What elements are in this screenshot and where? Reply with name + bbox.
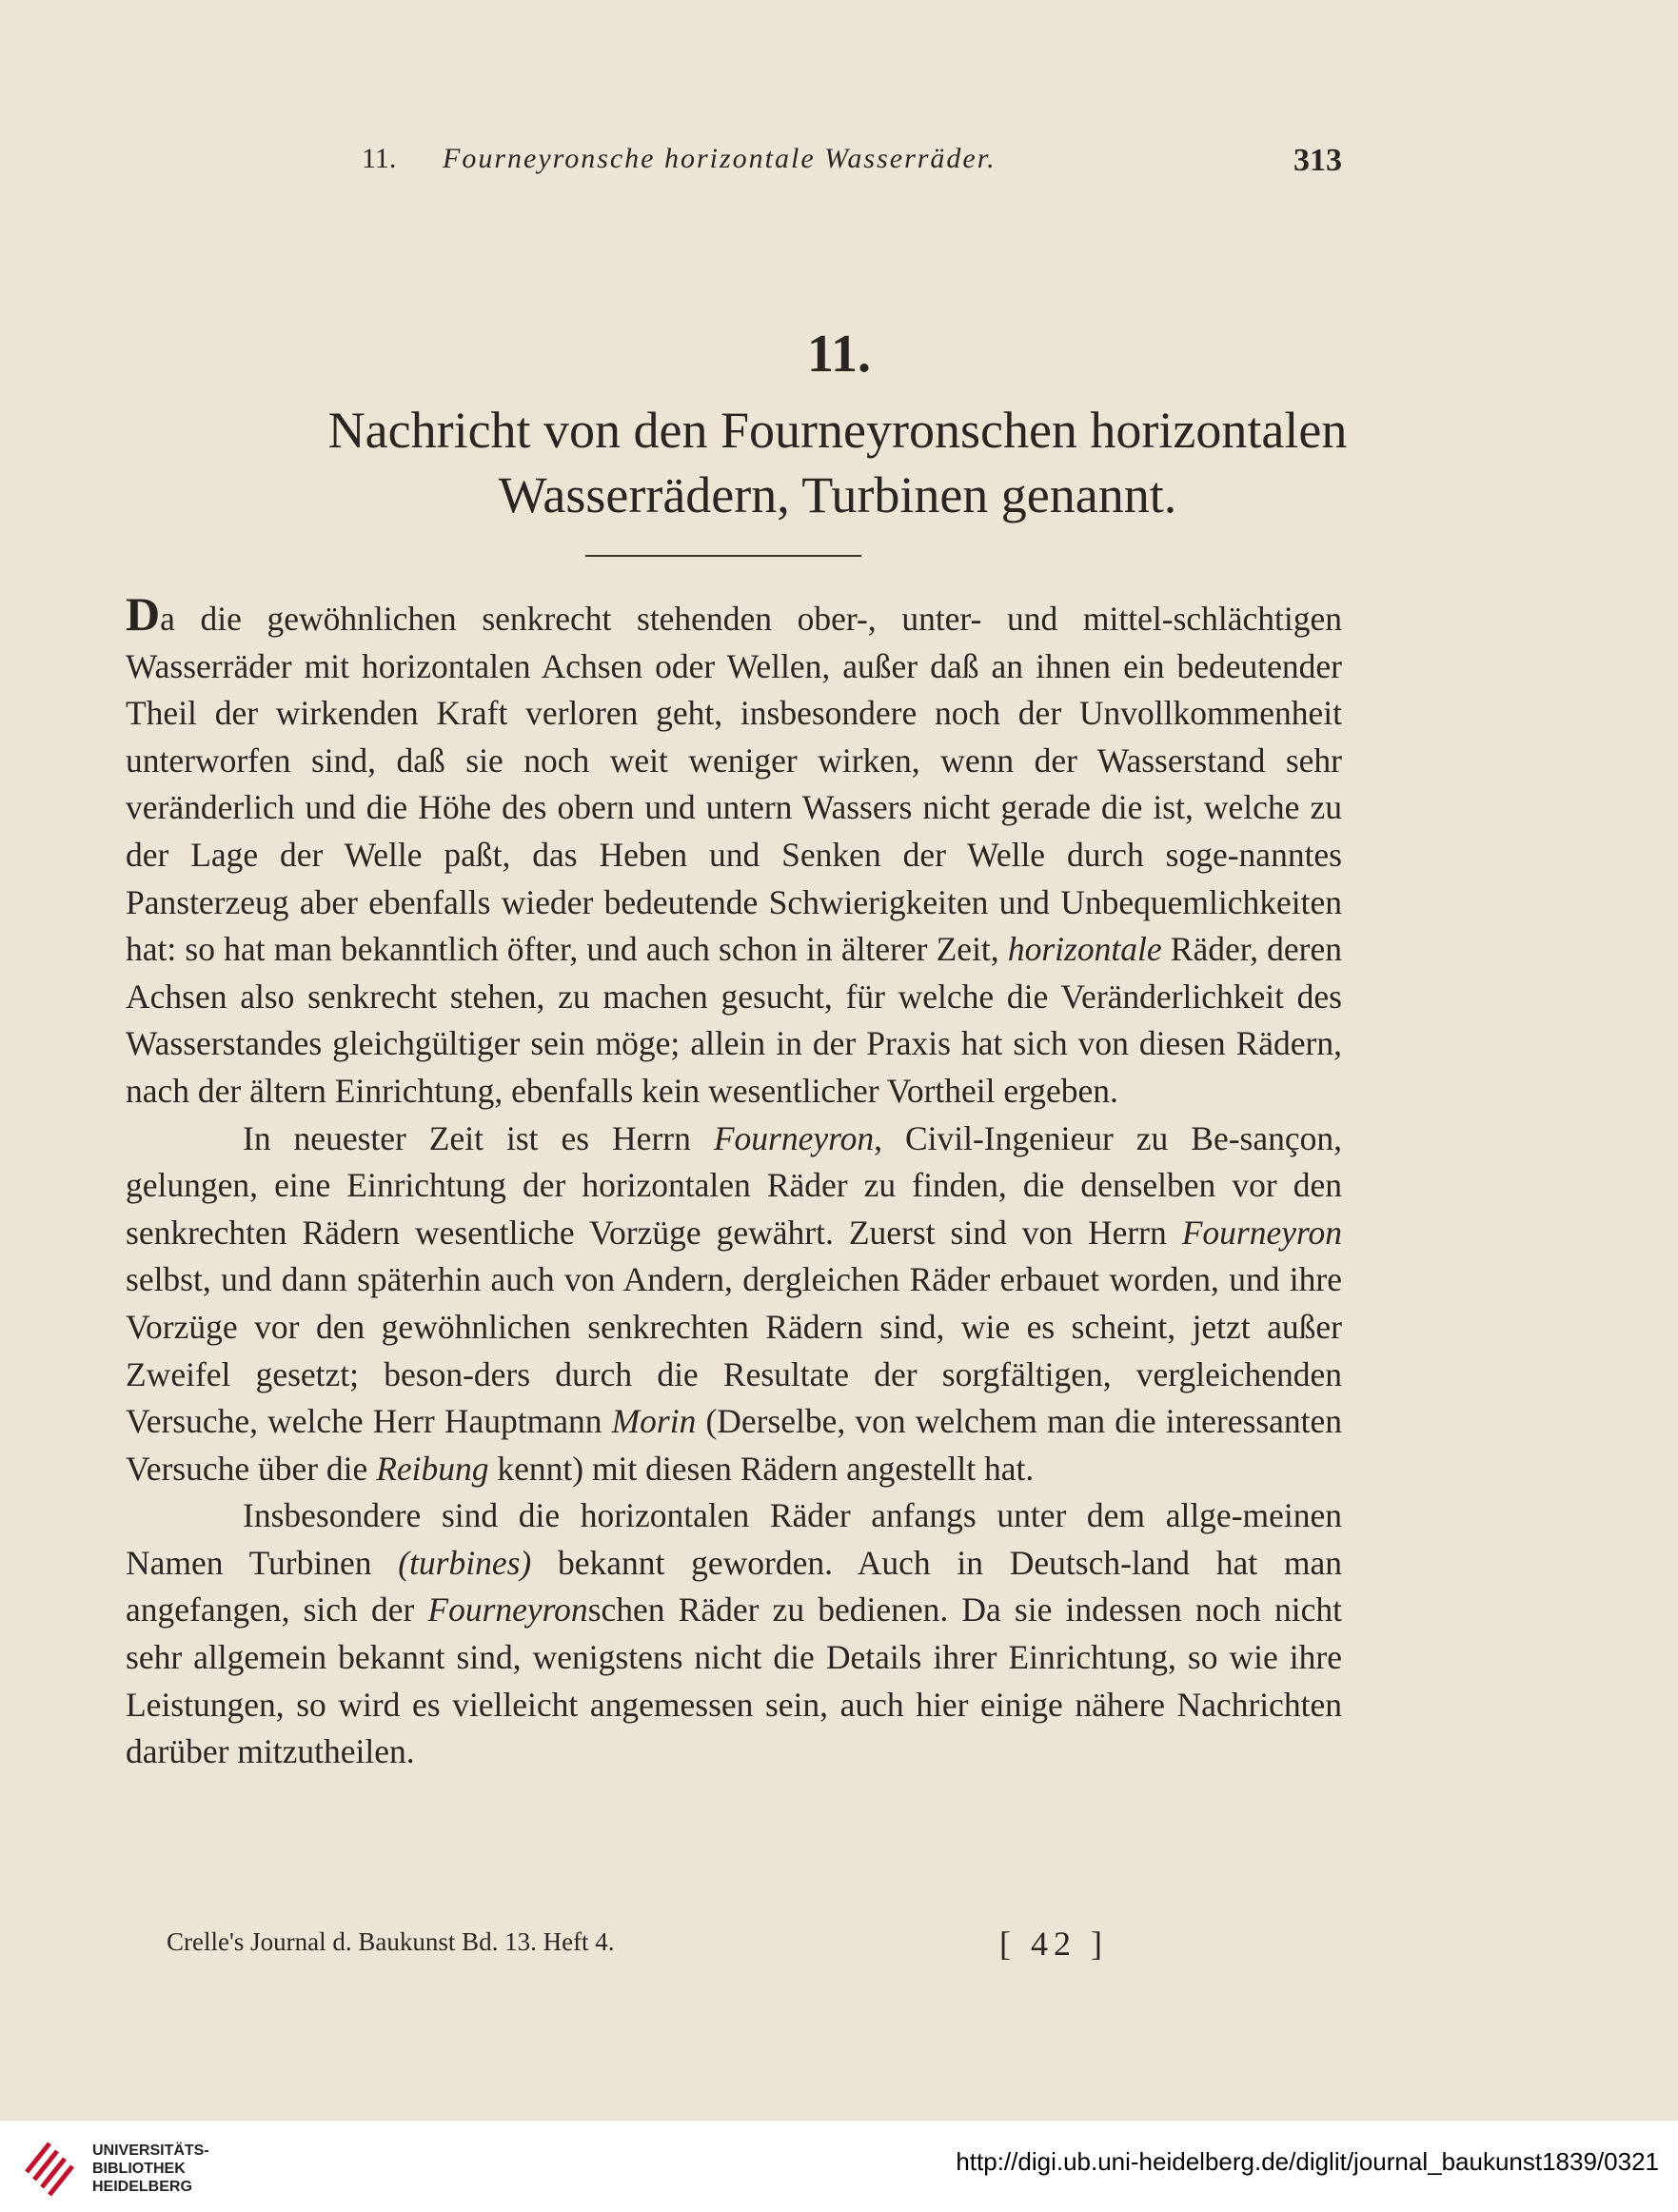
emphasis: Fourneyron: [713, 1118, 875, 1157]
running-head: [362, 143, 1342, 190]
emphasis: (turbines): [398, 1543, 532, 1582]
article-title-line-2: Wasserrädern, Turbinen genannt.: [498, 466, 1177, 523]
journal-reference: Crelle's Journal d. Baukunst Bd. 13. Heft 4.: [167, 1927, 615, 1956]
emphasis: Fourneyron: [1181, 1213, 1342, 1252]
paragraph-1: Da die gewöhnlichen senkrecht stehenden ober-, unter- und mittel-schlächtigen Wasserräder mit horizontalen Achsen oder Wellen, außer daß an ihnen ein bedeutender Theil der wirkenden Kraft verloren geht, insbesondere noch der Unvollkommenheit unterworfen sind, daß sie noch weit weniger wirken, wenn der Wasserstand sehr veränderlich und die Höhe des obern und untern Wassers nicht gerade die ist, welche zu der Lage der Welle paßt, das Heben und Senken der Welle durch soge-nanntes Pansterzeug aber ebenfalls wieder bedeutende Schwierigkeiten und Unbequemlichkeiten hat: so hat man bekanntlich öfter, und auch schon in älterer Zeit, horizontale Räder, deren Achsen also senkrecht stehen, zu machen gesucht, für welche die Veränderlichkeit des Wasserstandes gleichgültiger sein möge; allein in der Praxis hat sich von diesen Rädern, nach der ältern Einrichtung, ebenfalls kein wesentlicher Vortheil ergeben.: [126, 587, 1342, 1110]
emphasis: Fourneyron: [427, 1590, 588, 1629]
running-head-number: 11.: [362, 143, 397, 174]
library-logo-icon: [21, 2134, 78, 2199]
running-head-title: Fourneyronsche horizontale Wasserräder.: [443, 143, 997, 174]
article-title: [124, 398, 1551, 527]
page-number: 313: [1293, 143, 1342, 178]
library-name: UNIVERSITÄTS- BIBLIOTHEK HEIDELBERG: [92, 2143, 209, 2195]
permalink-url[interactable]: http://digi.ub.uni-heidelberg.de/diglit/journal_baukunst1839/0321: [956, 2147, 1659, 2176]
signature-mark: [ 42 ]: [999, 1925, 1108, 1963]
article-title-line-1: Nachricht von den Fourneyronschen horizontalen: [327, 402, 1348, 459]
article-body: [126, 587, 1343, 1776]
emphasis: Reibung: [376, 1449, 489, 1488]
paragraph-3: Insbesondere sind die horizontalen Räder anfangs unter dem allge-meinen Namen Turbinen (turbines) bekannt geworden. Auch in Deutsch-land hat man angefangen, sich der Fourneyronschen Räder zu bedienen. Da sie indessen noch nicht sehr allgemein bekannt sind, wenigstens nicht die Details ihrer Einrichtung, so wie ihre Leistungen, so wird es vielleicht angemessen sein, auch hier einige nähere Nachrichten darüber mitzutheilen.: [126, 1496, 1343, 1771]
viewer-footer-bar: [0, 2121, 1678, 2212]
page-footer: [124, 1927, 1123, 1975]
emphasis: Morin: [611, 1402, 697, 1441]
article-number: 11.: [807, 325, 871, 384]
emphasis: horizontale: [1007, 930, 1162, 969]
paragraph-2: In neuester Zeit ist es Herrn Fourneyron, Civil-Ingenieur zu Be-sançon, gelungen, eine Einrichtung der horizontalen Räder zu finden, die denselben vor den senkrechten Rädern wesentliche Vorzüge gewährt. Zuerst sind von Herrn Fourneyron selbst, und dann späterhin auch von Andern, dergleichen Räder erbauet worden, und ihre Vorzüge vor den gewöhnlichen senkrechten Rädern sind, wie es scheint, jetzt außer Zweifel gesetzt; beson-ders durch die Resultate der sorgfältigen, vergleichenden Versuche, welche Herr Hauptmann Morin (Derselbe, von welchem man die interessanten Versuche über die Reibung kennt) mit diesen Rädern angestellt hat.: [126, 1118, 1343, 1488]
drop-cap: D: [126, 587, 161, 641]
title-divider: [585, 555, 861, 557]
